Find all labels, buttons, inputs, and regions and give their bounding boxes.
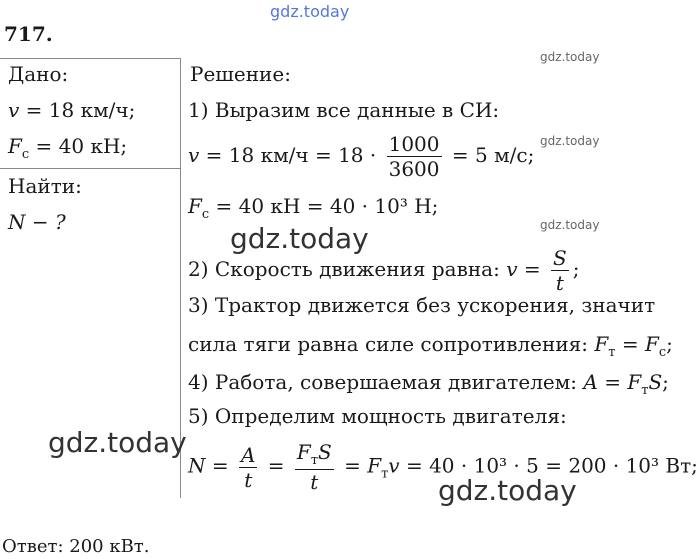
find-heading: Найти: (8, 174, 82, 198)
solution-heading: Решение: (190, 62, 291, 86)
watermark-large: gdz.today (438, 474, 577, 507)
divider (0, 58, 181, 59)
final-formula: N = $\frac{A}{t}$ = $\frac{F_тS}{t}$ = $F_тv = 40 \cdot 10^3 \cdot 5 = 200 \cdot 10^3$ Вт; (188, 440, 698, 494)
conversion-force: $F_c = 40$ кН = 40 · 10³ Н; (188, 194, 439, 222)
step-3a: 3) Трактор движется без ускорения, значит (188, 293, 656, 317)
watermark-small: gdz.today (540, 50, 600, 64)
find-line: N − ? (8, 210, 66, 234)
given-f: $F_c = 40$ кН; (8, 134, 128, 162)
divider (0, 168, 181, 169)
step-1: 1) Выразим все данные в СИ: (188, 98, 500, 122)
problem-number: 717. (4, 22, 53, 46)
conversion-velocity: v = 18 км/ч = 18 · $\frac{1000}{3600}$ = 5 м/с; (188, 132, 535, 181)
step-4: 4) Работа, совершаемая двигателем: $A = F_тS$; (188, 370, 669, 398)
watermark-large: gdz.today (48, 426, 187, 459)
watermark-top: gdz.today (270, 2, 350, 21)
step-5: 5) Определим мощность двигателя: (188, 404, 567, 428)
watermark-small: gdz.today (540, 134, 600, 148)
answer: Ответ: 200 кВт. (2, 536, 150, 557)
given-heading: Дано: (8, 62, 69, 86)
given-v: v = 18 км/ч; (8, 98, 136, 122)
step-3b: сила тяги равна силе сопротивления: $F_т = F_c$; (188, 332, 673, 360)
watermark-small: gdz.today (540, 218, 600, 232)
step-2: 2) Скорость движения равна: v = $\frac{S}{t}$ ; (188, 246, 580, 295)
watermark-large: gdz.today (230, 222, 369, 255)
